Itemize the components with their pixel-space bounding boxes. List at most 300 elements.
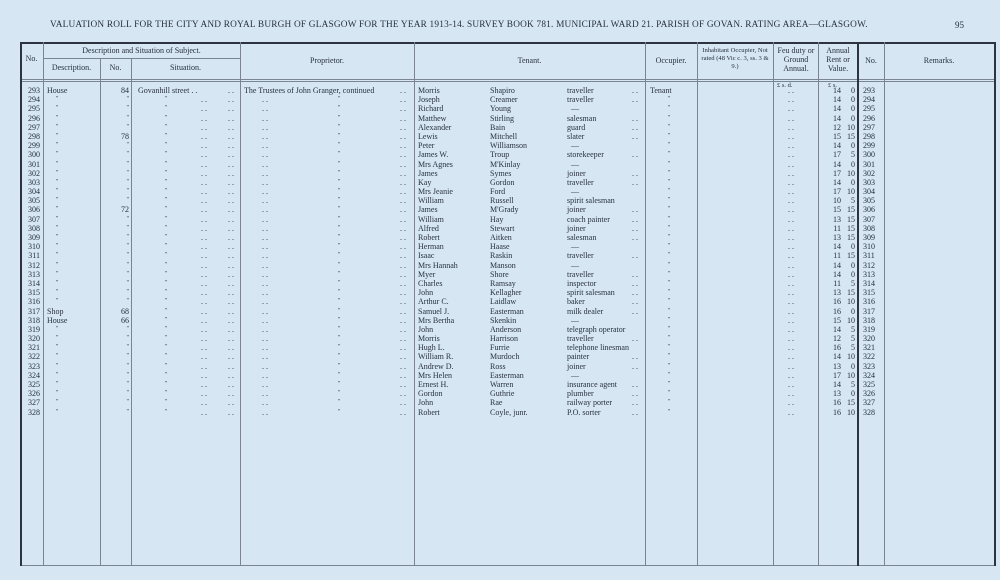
leader-dots: . .: [228, 242, 234, 252]
table-row: [0, 114, 1000, 123]
leader-dots: . .: [262, 168, 268, 178]
leader-dots: . .: [228, 334, 234, 344]
rent-shillings: 0: [851, 306, 855, 316]
leader-dots: . .: [632, 361, 638, 371]
entry-no-2: 304: [863, 187, 875, 197]
table-row: [0, 325, 1000, 334]
proprietor-ditto: ": [338, 362, 341, 369]
occupier: ": [668, 224, 671, 231]
description: ": [56, 224, 59, 231]
leader-dots: . .: [400, 370, 406, 380]
tenant-surname: Rae: [490, 398, 503, 408]
occupier: ": [668, 270, 671, 277]
tenant-surname: Hay: [490, 214, 504, 224]
description: ": [56, 96, 59, 103]
leader-dots: . .: [632, 380, 638, 389]
table-row: [0, 297, 1000, 306]
house-no: ": [126, 169, 129, 176]
house-no: ": [126, 197, 129, 204]
situation-ditto: ": [165, 307, 168, 314]
tenant-first-name: Mrs Agnes: [418, 159, 453, 169]
leader-dots: . .: [201, 407, 207, 417]
situation-ditto: ": [165, 261, 168, 268]
occupier: ": [668, 390, 671, 397]
feu-duty: . .: [788, 352, 794, 362]
feu-duty: . .: [788, 297, 794, 307]
entry-no: 309: [28, 233, 40, 242]
tenant-first-name: Myer: [418, 269, 436, 279]
leader-dots: . .: [262, 131, 268, 141]
description: ": [56, 197, 59, 204]
tenant-occupation: slater: [567, 131, 585, 141]
entry-no: 310: [28, 242, 40, 252]
description: ": [56, 132, 59, 139]
leader-dots: . .: [400, 361, 406, 371]
entry-no: 304: [28, 187, 40, 197]
tenant-first-name: Isaac: [418, 251, 435, 261]
proprietor-ditto: ": [338, 381, 341, 387]
rent-pounds: 14: [833, 269, 841, 279]
entry-no: 303: [28, 177, 40, 187]
entry-no: 296: [28, 113, 40, 123]
tenant-occupation: milk dealer: [567, 306, 604, 316]
tenant-occupation: —: [571, 187, 579, 197]
occupier: ": [668, 234, 671, 240]
occupier: ": [668, 279, 671, 286]
house-no: ": [126, 114, 129, 121]
house-no: 72: [121, 205, 129, 215]
rent-shillings: 5: [851, 196, 855, 206]
leader-dots: . .: [201, 196, 207, 206]
tenant-occupation: —: [571, 242, 579, 252]
entry-no-2: 315: [863, 288, 875, 298]
leader-dots: . .: [400, 187, 406, 197]
situation-ditto: ": [165, 215, 168, 222]
tenant-surname: Harrison: [490, 334, 518, 344]
leader-dots: . .: [228, 141, 234, 151]
tenant-occupation: joiner: [567, 223, 586, 233]
entry-no: 321: [28, 343, 40, 353]
rent-shillings: 0: [851, 95, 855, 105]
leader-dots: . .: [201, 361, 207, 371]
tenant-surname: Skenkin: [490, 315, 517, 325]
description: ": [56, 178, 59, 185]
house-no: ": [126, 344, 129, 351]
entry-no: 326: [28, 389, 40, 399]
entry-no-2: 312: [863, 260, 875, 270]
table-row: [0, 224, 1000, 233]
leader-dots: . .: [201, 380, 207, 389]
leader-dots: . .: [400, 380, 406, 389]
feu-duty: . .: [788, 315, 794, 325]
header-feu: Feu duty or Ground Annual.: [777, 46, 815, 73]
header-description: Description.: [51, 63, 92, 72]
leader-dots: . .: [262, 288, 268, 298]
leader-dots: . .: [400, 95, 406, 105]
proprietor-ditto: ": [338, 298, 341, 305]
table-row: [0, 352, 1000, 361]
proprietor-ditto: ": [338, 316, 341, 323]
tenant-surname: Laidlaw: [490, 297, 517, 307]
situation-ditto: ": [165, 197, 168, 204]
tenant-surname: Troup: [490, 150, 510, 160]
situation-ditto: ": [165, 123, 168, 130]
tenant-occupation: salesman: [567, 113, 597, 123]
description: House: [47, 86, 68, 95]
entry-no: 318: [28, 315, 40, 325]
rent-shillings: 15: [847, 251, 855, 261]
tenant-first-name: William R.: [418, 352, 454, 362]
feu-duty: . .: [788, 269, 794, 279]
feu-duty: . .: [788, 187, 794, 197]
header-no: No.: [25, 54, 38, 63]
tenant-first-name: Mrs Hannah: [418, 260, 458, 270]
house-no: 68: [121, 306, 129, 316]
leader-dots: . .: [400, 242, 406, 252]
tenant-occupation: —: [571, 315, 579, 325]
leader-dots: . .: [228, 278, 234, 288]
occupier: ": [668, 142, 671, 149]
leader-dots: . .: [201, 260, 207, 270]
leader-dots: . .: [262, 352, 268, 362]
entry-no-2: 327: [863, 398, 875, 408]
leader-dots: . .: [400, 251, 406, 261]
table-row: [0, 316, 1000, 325]
tenant-occupation: joiner: [567, 361, 586, 371]
feu-duty: . .: [788, 278, 794, 288]
proprietor-ditto: ": [338, 151, 341, 158]
tenant-first-name: John: [418, 288, 434, 298]
tenant-surname: Manson: [490, 260, 516, 270]
tenant-surname: Ross: [490, 361, 506, 371]
description: ": [56, 114, 59, 121]
tenant-first-name: Mrs Bertha: [418, 315, 455, 325]
feu-duty: . .: [788, 223, 794, 233]
header-no-2: No.: [865, 56, 877, 65]
house-no: 66: [121, 315, 129, 325]
proprietor-ditto: ": [338, 160, 341, 167]
proprietor-ditto: ": [338, 335, 341, 342]
leader-dots: . .: [400, 86, 406, 95]
occupier: ": [668, 206, 671, 213]
situation-ditto: ": [165, 390, 168, 397]
tenant-first-name: William: [418, 196, 444, 206]
tenant-first-name: Arthur C.: [418, 297, 449, 307]
tenant-occupation: —: [571, 260, 579, 270]
tenant-surname: Young: [490, 104, 511, 114]
page-title: VALUATION ROLL FOR THE CITY AND ROYAL BURGH OF GLASGOW FOR THE YEAR 1913-14. SURVEY BOOK 781. MUNICIPAL WARD 21. PARISH OF GOVAN. RATING AREA—GLASGOW.: [50, 20, 868, 30]
leader-dots: . .: [228, 86, 234, 95]
table-row: [0, 389, 1000, 398]
proprietor-ditto: ": [338, 399, 341, 406]
leader-dots: . .: [632, 269, 638, 279]
proprietor-ditto: ": [338, 408, 341, 415]
leader-dots: . .: [228, 113, 234, 123]
entry-no: 314: [28, 278, 40, 288]
description: ": [56, 123, 59, 130]
entry-no: 319: [28, 324, 40, 334]
feu-duty: . .: [788, 361, 794, 371]
rent-shillings: 0: [851, 389, 855, 399]
situation-ditto: ": [165, 270, 168, 277]
proprietor-ditto: ": [338, 270, 341, 277]
table-row: [0, 261, 1000, 270]
house-no: ": [126, 353, 129, 360]
feu-duty: . .: [788, 214, 794, 224]
tenant-surname: M'Grady: [490, 205, 519, 215]
leader-dots: . .: [400, 269, 406, 279]
proprietor-ditto: ": [338, 197, 341, 204]
tenant-surname: Murdoch: [490, 352, 520, 362]
leader-dots: . .: [400, 389, 406, 399]
rent-shillings: 15: [847, 205, 855, 215]
tenant-surname: Gordon: [490, 177, 515, 187]
house-no: ": [126, 335, 129, 342]
occupier: ": [668, 243, 671, 250]
leader-dots: . .: [262, 113, 268, 123]
table-row: [0, 408, 1000, 417]
situation-ditto: ": [165, 224, 168, 231]
rent-pounds: 17: [833, 168, 841, 178]
feu-duty: . .: [788, 177, 794, 187]
leader-dots: . .: [201, 214, 207, 224]
rent-shillings: 5: [851, 324, 855, 334]
table-row: [0, 242, 1000, 251]
leader-dots: . .: [201, 233, 207, 242]
description: ": [56, 298, 59, 305]
proprietor-ditto: ": [338, 206, 341, 213]
leader-dots: . .: [201, 315, 207, 325]
leader-dots: . .: [228, 407, 234, 417]
tenant-occupation: P.O. sorter: [567, 407, 601, 417]
rent-shillings: 5: [851, 334, 855, 344]
leader-dots: . .: [262, 315, 268, 325]
rent-pounds: 11: [833, 223, 841, 233]
leader-dots: . .: [262, 223, 268, 233]
description: ": [56, 390, 59, 397]
rent-pounds: 14: [833, 159, 841, 169]
leader-dots: . .: [262, 407, 268, 417]
proprietor-ditto: ": [338, 325, 341, 332]
leader-dots: . .: [262, 104, 268, 114]
proprietor-ditto: ": [338, 390, 341, 397]
leader-dots: . .: [228, 159, 234, 169]
leader-dots: . .: [228, 389, 234, 399]
tenant-occupation: traveller: [567, 86, 594, 95]
leader-dots: . .: [632, 86, 638, 95]
leader-dots: . .: [400, 398, 406, 408]
leader-dots: . .: [262, 306, 268, 316]
house-no: ": [126, 381, 129, 387]
leader-dots: . .: [262, 122, 268, 132]
leader-dots: . .: [400, 260, 406, 270]
leader-dots: . .: [201, 370, 207, 380]
rent-pounds: 13: [833, 214, 841, 224]
leader-dots: . .: [400, 214, 406, 224]
rent-shillings: 15: [847, 288, 855, 298]
entry-no-2: 328: [863, 407, 875, 417]
entry-no: 323: [28, 361, 40, 371]
description: ": [56, 142, 59, 149]
entry-no-2: 298: [863, 131, 875, 141]
entry-no-2: 316: [863, 297, 875, 307]
table-row: [0, 150, 1000, 159]
table-row: [0, 251, 1000, 260]
tenant-occupation: guard: [567, 122, 586, 132]
leader-dots: . .: [400, 343, 406, 353]
leader-dots: . .: [228, 214, 234, 224]
proprietor-ditto: ": [338, 252, 341, 259]
leader-dots: . .: [400, 150, 406, 160]
leader-dots: . .: [400, 122, 406, 132]
entry-no: 307: [28, 214, 40, 224]
situation-ditto: ": [165, 142, 168, 149]
occupier: ": [668, 252, 671, 259]
tenant-first-name: Alexander: [418, 122, 452, 132]
leader-dots: . .: [262, 361, 268, 371]
rent-pounds: 14: [833, 324, 841, 334]
table-row: [0, 233, 1000, 242]
rent-shillings: 0: [851, 269, 855, 279]
entry-no: 301: [28, 159, 40, 169]
description: ": [56, 408, 59, 415]
rent-shillings: 0: [851, 159, 855, 169]
entry-no-2: 322: [863, 352, 875, 362]
header-bottom-border-2: [20, 81, 995, 82]
description: Shop: [47, 306, 64, 316]
situation-ditto: ": [165, 335, 168, 342]
leader-dots: . .: [228, 196, 234, 206]
rent-shillings: 15: [847, 223, 855, 233]
situation-ditto: ": [165, 408, 168, 415]
leader-dots: . .: [400, 223, 406, 233]
proprietor-ditto: ": [338, 344, 341, 351]
entry-no: 305: [28, 196, 40, 206]
tenant-occupation: painter: [567, 352, 590, 362]
table-row: [0, 288, 1000, 297]
rent-pounds: 14: [833, 86, 841, 95]
leader-dots: . .: [632, 113, 638, 123]
leader-dots: . .: [201, 122, 207, 132]
rent-pounds: 12: [833, 122, 841, 132]
situation-ditto: ": [165, 325, 168, 332]
leader-dots: . .: [201, 159, 207, 169]
table-row: [0, 187, 1000, 196]
tenant-surname: Warren: [490, 380, 514, 389]
tenant-occupation: joiner: [567, 168, 586, 178]
leader-dots: . .: [632, 334, 638, 344]
situation-ditto: ": [165, 381, 168, 387]
leader-dots: . .: [400, 131, 406, 141]
tenant-first-name: Ernest H.: [418, 380, 449, 389]
leader-dots: . .: [201, 278, 207, 288]
leader-dots: . .: [262, 177, 268, 187]
feu-duty: . .: [788, 389, 794, 399]
proprietor-ditto: ": [338, 96, 341, 103]
feu-duty: . .: [788, 150, 794, 160]
tenant-surname: Stewart: [490, 223, 515, 233]
leader-dots: . .: [262, 159, 268, 169]
leader-dots: . .: [228, 269, 234, 279]
description: ": [56, 353, 59, 360]
tenant-surname: Coyle, junr.: [490, 407, 528, 417]
tenant-occupation: telegraph operator: [567, 324, 626, 334]
rent-shillings: 0: [851, 86, 855, 95]
leader-dots: . .: [262, 297, 268, 307]
entry-no-2: 321: [863, 343, 875, 353]
situation-ditto: ": [165, 151, 168, 158]
occupier: ": [668, 344, 671, 351]
house-no: ": [126, 224, 129, 231]
leader-dots: . .: [632, 251, 638, 261]
rent-pounds: 14: [833, 380, 841, 389]
entry-no-2: 300: [863, 150, 875, 160]
header-proprietor: Proprietor.: [310, 56, 344, 65]
situation-ditto: ": [165, 298, 168, 305]
tenant-surname: Kellagher: [490, 288, 522, 298]
leader-dots: . .: [228, 260, 234, 270]
occupier: ": [668, 371, 671, 378]
leader-dots: . .: [262, 242, 268, 252]
description: ": [56, 362, 59, 369]
tenant-occupation: storekeeper: [567, 150, 604, 160]
leader-dots: . .: [201, 269, 207, 279]
header-bottom-border: [20, 79, 995, 80]
leader-dots: . .: [400, 352, 406, 362]
entry-no-2: 302: [863, 168, 875, 178]
house-no: ": [126, 390, 129, 397]
leader-dots: . .: [400, 104, 406, 114]
tenant-occupation: traveller: [567, 95, 594, 105]
rent-pounds: 14: [833, 242, 841, 252]
leader-dots: . .: [201, 343, 207, 353]
feu-duty: . .: [788, 260, 794, 270]
tenant-surname: Guthrie: [490, 389, 515, 399]
tenant-occupation: traveller: [567, 251, 594, 261]
leader-dots: . .: [228, 306, 234, 316]
leader-dots: . .: [228, 398, 234, 408]
situation-ditto: ": [165, 399, 168, 406]
occupier: ": [668, 289, 671, 296]
rent-pounds: 16: [833, 306, 841, 316]
entry-no-2: 318: [863, 315, 875, 325]
house-no: ": [126, 188, 129, 195]
entry-no-2: 307: [863, 214, 875, 224]
leader-dots: . .: [400, 196, 406, 206]
leader-dots: . .: [262, 141, 268, 151]
situation-ditto: ": [165, 178, 168, 185]
tenant-surname: Easterman: [490, 370, 524, 380]
feu-units: £ s. d.: [777, 82, 793, 89]
entry-no: 294: [28, 95, 40, 105]
leader-dots: . .: [228, 223, 234, 233]
tenant-first-name: Robert: [418, 233, 440, 242]
tenant-first-name: John: [418, 324, 434, 334]
leader-dots: . .: [400, 141, 406, 151]
tenant-occupation: spirit salesman: [567, 196, 615, 206]
description: House: [47, 315, 68, 325]
tenant-first-name: Richard: [418, 104, 444, 114]
house-no: ": [126, 399, 129, 406]
leader-dots: . .: [400, 205, 406, 215]
situation-ditto: ": [165, 252, 168, 259]
tenant-occupation: —: [571, 104, 579, 114]
description: ": [56, 289, 59, 296]
feu-duty: . .: [788, 122, 794, 132]
entry-no: 315: [28, 288, 40, 298]
leader-dots: . .: [632, 150, 638, 160]
house-no: ": [126, 215, 129, 222]
